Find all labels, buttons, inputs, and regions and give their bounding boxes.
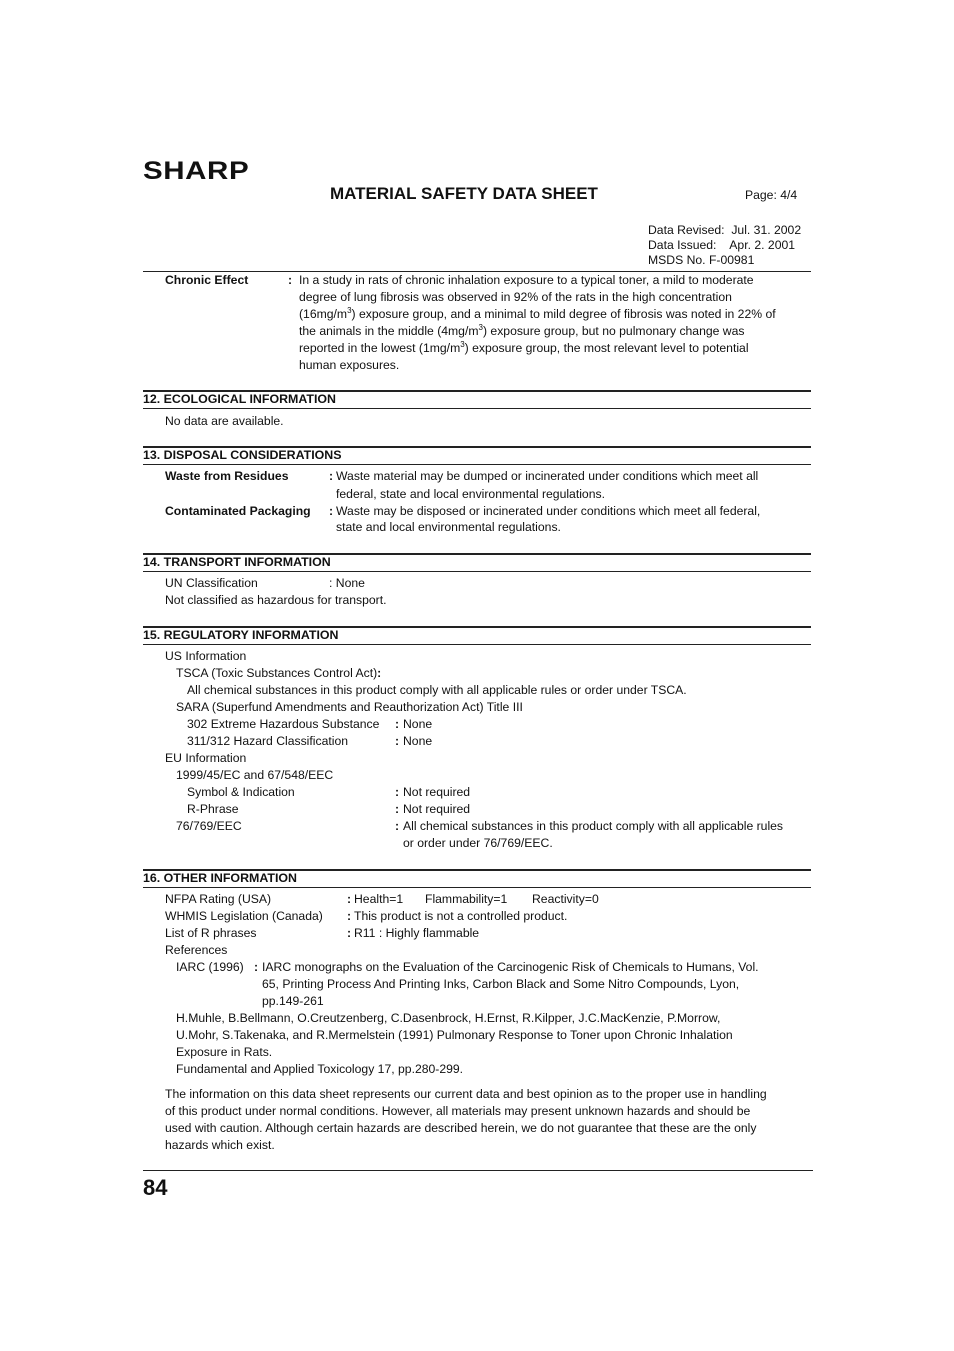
chronic-line-5: reported in the lowest $(1mg/m^3)$ exposure group, the most relevant level to potential	[299, 340, 749, 355]
whmis-label: WHMIS Legislation (Canada)	[165, 909, 323, 923]
waste-residues-label: Waste from Residues	[165, 469, 289, 483]
sara-label: SARA (Superfund Amendments and Reauthorization Act) Title III	[176, 700, 523, 714]
iarc-line-3: pp.149-261	[262, 994, 324, 1008]
colon: :	[254, 960, 259, 974]
chronic-line-2: degree of lung fibrosis was observed in 92% of the rats in the high concentration	[299, 290, 732, 304]
section-rule	[143, 887, 811, 888]
journal-reference: Fundamental and Applied Toxicology 17, pp.280-299.	[176, 1062, 464, 1076]
page-title: MATERIAL SAFETY DATA SHEET	[330, 184, 598, 203]
tsca-label: TSCA (Toxic Substances Control Act):	[176, 666, 382, 680]
section-14-heading: 14. TRANSPORT INFORMATION	[143, 555, 331, 569]
sara-302-value: None	[403, 717, 433, 731]
eu-information: EU Information	[165, 751, 247, 765]
muhle-line-2: U.Mohr, S.Takenaka, and R.Mermelstein (1991) Pulmonary Response to Toner upon Chronic Inhalation	[176, 1028, 733, 1042]
ecological-text: No data are available.	[165, 414, 284, 428]
r-phrase-value: Not required	[403, 802, 471, 816]
chronic-effect-label: Chronic Effect	[165, 273, 249, 287]
nfpa-label: NFPA Rating (USA)	[165, 892, 272, 906]
nfpa-health: Health=1	[354, 892, 404, 906]
footer-rule	[143, 1170, 813, 1171]
nfpa-flammability: Flammability=1	[425, 892, 508, 906]
eec-line-2: or order under 76/769/EEC.	[403, 836, 553, 850]
sara-311-value: None	[403, 734, 433, 748]
page-indicator: Page: 4/4	[745, 188, 798, 202]
colon: :	[347, 892, 352, 906]
colon: :	[395, 785, 400, 799]
colon: :	[288, 273, 293, 287]
colon: :	[395, 819, 400, 833]
us-information: US Information	[165, 649, 247, 663]
waste-residues-line-1: Waste material may be dumped or incinerated under conditions which meet all	[336, 469, 759, 483]
disclaimer-line-1: The information on this data sheet represents our current data and best opinion as to the proper use in handling	[165, 1087, 767, 1101]
muhle-line-3: Exposure in Rats.	[176, 1045, 273, 1059]
chronic-line-6: human exposures.	[299, 358, 400, 372]
references-label: References	[165, 943, 228, 957]
colon: :	[395, 734, 400, 748]
tsca-text: All chemical substances in this product comply with all applicable rules or order under TSCA.	[187, 683, 687, 697]
section-rule	[143, 408, 811, 409]
section-12-heading: 12. ECOLOGICAL INFORMATION	[143, 392, 336, 406]
chronic-line-1: In a study in rats of chronic inhalation exposure to a typical toner, a mild to moderate	[299, 273, 754, 287]
disclaimer-line-3: used with caution. Although certain hazards are described herein, we do not guarantee that these are the only	[165, 1121, 757, 1135]
symbol-value: Not required	[403, 785, 471, 799]
section-rule	[143, 644, 811, 645]
whmis-value: This product is not a controlled product.	[354, 909, 568, 923]
colon: :	[347, 926, 352, 940]
document-meta	[648, 223, 801, 268]
chronic-line-3: $(16mg/m^3)$ exposure group, and a minimal to mild degree of fibrosis was noted in 22% of	[299, 306, 776, 321]
nfpa-reactivity: Reactivity=0	[532, 892, 599, 906]
colon: :	[329, 469, 334, 483]
sara-311-label: 311/312 Hazard Classification	[187, 734, 349, 748]
iarc-label: IARC (1996)	[176, 960, 244, 974]
disclaimer-line-4: hazards which exist.	[165, 1138, 275, 1152]
section-13-heading: 13. DISPOSAL CONSIDERATIONS	[143, 448, 342, 462]
data-issued: Data Issued: Apr. 2. 2001	[648, 238, 796, 252]
waste-residues-line-2: federal, state and local environmental regulations.	[336, 487, 605, 501]
eu-directive: 1999/45/EC and 67/548/EEC	[176, 768, 334, 782]
iarc-line-2: 65, Printing Process And Printing Inks, Carbon Black and Some Nitro Compounds, Lyon,	[262, 977, 740, 991]
r-phrases-value: R11 : Highly flammable	[354, 926, 480, 940]
eec-label: 76/769/EEC	[176, 819, 242, 833]
un-classification-value: : None	[329, 576, 365, 590]
r-phrase-label: R-Phrase	[187, 802, 239, 816]
section-16-heading: 16. OTHER INFORMATION	[143, 871, 297, 885]
colon: :	[395, 802, 400, 816]
chronic-line-4: the animals in the middle $(4mg/m^3)$ exposure group, but no pulmonary change was	[299, 323, 745, 338]
page-number: 84	[143, 1175, 168, 1200]
disclaimer-line-2: of this product under normal conditions. However, all materials may present unknown hazards and should be	[165, 1104, 751, 1118]
symbol-label: Symbol & Indication	[187, 785, 295, 799]
transport-note: Not classified as hazardous for transport.	[165, 593, 387, 607]
colon: :	[347, 909, 352, 923]
muhle-line-1: H.Muhle, B.Bellmann, O.Creutzenberg, C.Dasenbrock, H.Ernst, R.Kilpper, J.C.MacKenzie, P.Morrow,	[176, 1011, 721, 1025]
section-rule	[143, 571, 811, 572]
packaging-line-1: Waste may be disposed or incinerated under conditions which meet all federal,	[336, 504, 761, 518]
colon: :	[329, 504, 334, 518]
section-rule	[143, 464, 811, 465]
section-15-heading: 15. REGULATORY INFORMATION	[143, 628, 339, 642]
eec-line-1: All chemical substances in this product comply with all applicable rules	[403, 819, 784, 833]
data-revised: Data Revised: Jul. 31. 2002	[648, 223, 802, 237]
iarc-line-1: IARC monographs on the Evaluation of the Carcinogenic Risk of Chemicals to Humans, Vol.	[262, 960, 759, 974]
sara-302-label: 302 Extreme Hazardous Substance	[187, 717, 380, 731]
contaminated-packaging-label: Contaminated Packaging	[165, 504, 311, 518]
msds-number: MSDS No. F-00981	[648, 253, 755, 267]
sharp-logo: SHARP	[143, 157, 250, 185]
un-classification-label: UN Classification	[165, 576, 258, 590]
packaging-line-2: state and local environmental regulations.	[336, 520, 561, 534]
colon: :	[395, 717, 400, 731]
r-phrases-label: List of R phrases	[165, 926, 257, 940]
